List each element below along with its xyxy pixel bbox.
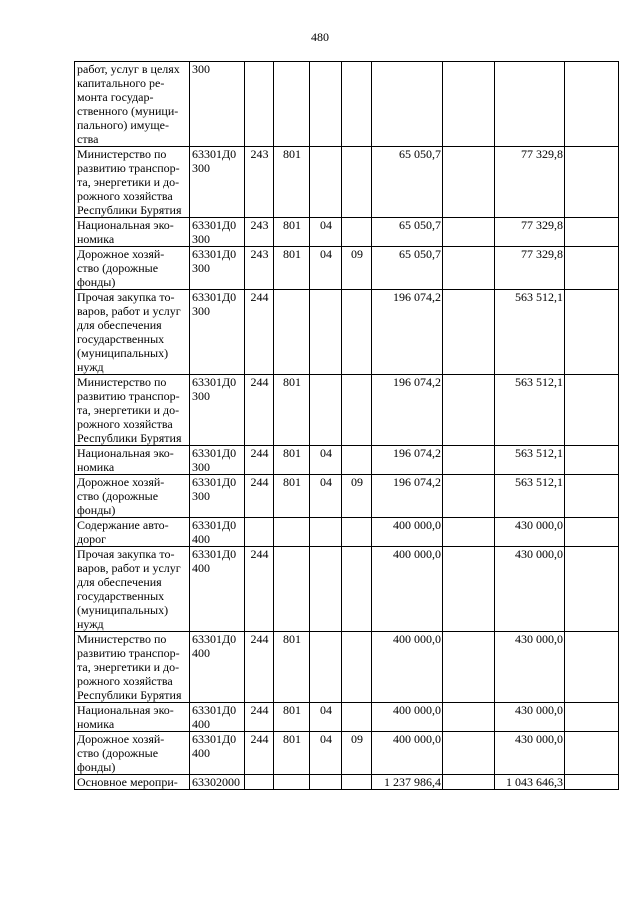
cell-section [310, 375, 342, 446]
cell-amount-year2: 430 000,0 [495, 703, 565, 732]
cell-empty-1 [443, 147, 495, 218]
cell-empty-2 [565, 732, 619, 775]
cell-subsection [342, 703, 372, 732]
cell-amount-year1: 196 074,2 [372, 290, 443, 375]
cell-expense-type: 244 [245, 375, 274, 446]
cell-amount-year2: 430 000,0 [495, 732, 565, 775]
cell-empty-2 [565, 547, 619, 632]
table-row [75, 703, 619, 732]
cell-amount-year2: 430 000,0 [495, 632, 565, 703]
cell-name: Основное меропри- [75, 775, 190, 790]
cell-amount-year1: 400 000,0 [372, 703, 443, 732]
cell-amount-year1: 65 050,7 [372, 218, 443, 247]
cell-name: работ, услуг в целях капитального ре- монта государ- ственного (муници- пального) имуще- ства [75, 62, 190, 147]
cell-section [310, 775, 342, 790]
cell-empty-1 [443, 290, 495, 375]
cell-amount-year2: 563 512,1 [495, 290, 565, 375]
table-row [75, 247, 619, 290]
table-row [75, 732, 619, 775]
cell-amount-year2: 1 043 646,3 [495, 775, 565, 790]
cell-subsection [342, 375, 372, 446]
cell-subsection [342, 775, 372, 790]
table-row [75, 218, 619, 247]
table-row [75, 547, 619, 632]
cell-name: Министерство по развитию транспор- та, энергетики и до- рожного хозяйства Республики Бурятия [75, 632, 190, 703]
cell-empty-2 [565, 147, 619, 218]
cell-empty-1 [443, 547, 495, 632]
cell-name: Министерство по развитию транспор- та, энергетики и до- рожного хозяйства Республики Бурятия [75, 375, 190, 446]
cell-amount-year2: 430 000,0 [495, 547, 565, 632]
cell-expense-type [245, 62, 274, 147]
cell-empty-2 [565, 247, 619, 290]
cell-target-article: 63301Д0 300 [190, 218, 245, 247]
cell-ministry-code: 801 [274, 147, 310, 218]
cell-expense-type [245, 775, 274, 790]
cell-section [310, 632, 342, 703]
cell-empty-1 [443, 62, 495, 147]
cell-ministry-code: 801 [274, 732, 310, 775]
cell-ministry-code: 801 [274, 375, 310, 446]
cell-subsection [342, 632, 372, 703]
cell-amount-year1: 65 050,7 [372, 147, 443, 218]
cell-empty-2 [565, 446, 619, 475]
cell-ministry-code [274, 547, 310, 632]
cell-ministry-code: 801 [274, 218, 310, 247]
cell-empty-1 [443, 703, 495, 732]
cell-subsection: 09 [342, 475, 372, 518]
cell-amount-year1: 196 074,2 [372, 446, 443, 475]
cell-amount-year1: 400 000,0 [372, 518, 443, 547]
cell-amount-year2: 563 512,1 [495, 446, 565, 475]
cell-subsection [342, 147, 372, 218]
cell-target-article: 300 [190, 62, 245, 147]
cell-amount-year2: 563 512,1 [495, 375, 565, 446]
cell-section: 04 [310, 218, 342, 247]
table-row [75, 147, 619, 218]
cell-amount-year2: 77 329,8 [495, 147, 565, 218]
cell-empty-1 [443, 518, 495, 547]
cell-amount-year1: 400 000,0 [372, 632, 443, 703]
cell-amount-year1: 196 074,2 [372, 375, 443, 446]
cell-expense-type: 244 [245, 446, 274, 475]
cell-empty-1 [443, 632, 495, 703]
cell-empty-2 [565, 375, 619, 446]
cell-expense-type: 243 [245, 147, 274, 218]
table-row [75, 446, 619, 475]
cell-amount-year1: 400 000,0 [372, 732, 443, 775]
cell-amount-year1 [372, 62, 443, 147]
cell-name: Прочая закупка то- варов, работ и услуг для обеспечения государственных (муниципальных) нужд [75, 290, 190, 375]
cell-empty-2 [565, 290, 619, 375]
cell-target-article: 63301Д0 400 [190, 703, 245, 732]
cell-expense-type: 244 [245, 290, 274, 375]
cell-expense-type: 244 [245, 703, 274, 732]
table-row [75, 632, 619, 703]
cell-ministry-code [274, 775, 310, 790]
cell-amount-year2 [495, 62, 565, 147]
cell-target-article: 63301Д0 300 [190, 147, 245, 218]
page-number: 480 [311, 30, 329, 44]
cell-target-article: 63301Д0 300 [190, 446, 245, 475]
table-row [75, 475, 619, 518]
cell-ministry-code: 801 [274, 703, 310, 732]
cell-subsection [342, 518, 372, 547]
cell-empty-1 [443, 218, 495, 247]
cell-amount-year1: 1 237 986,4 [372, 775, 443, 790]
cell-name: Прочая закупка то- варов, работ и услуг для обеспечения государственных (муниципальных) нужд [75, 547, 190, 632]
cell-section [310, 290, 342, 375]
cell-empty-2 [565, 775, 619, 790]
cell-amount-year1: 196 074,2 [372, 475, 443, 518]
cell-target-article: 63301Д0 400 [190, 547, 245, 632]
cell-ministry-code [274, 518, 310, 547]
cell-name: Национальная эко- номика [75, 218, 190, 247]
cell-name: Содержание авто- дорог [75, 518, 190, 547]
cell-subsection [342, 446, 372, 475]
cell-target-article: 63301Д0 400 [190, 518, 245, 547]
cell-expense-type [245, 518, 274, 547]
cell-name: Министерство по развитию транспор- та, энергетики и до- рожного хозяйства Республики Бурятия [75, 147, 190, 218]
cell-expense-type: 244 [245, 632, 274, 703]
cell-ministry-code [274, 62, 310, 147]
cell-amount-year1: 400 000,0 [372, 547, 443, 632]
cell-empty-2 [565, 703, 619, 732]
cell-subsection [342, 62, 372, 147]
cell-subsection [342, 218, 372, 247]
cell-expense-type: 243 [245, 218, 274, 247]
cell-expense-type: 244 [245, 475, 274, 518]
cell-ministry-code: 801 [274, 247, 310, 290]
cell-ministry-code: 801 [274, 475, 310, 518]
cell-empty-2 [565, 518, 619, 547]
cell-section [310, 147, 342, 218]
cell-name: Дорожное хозяй- ство (дорожные фонды) [75, 475, 190, 518]
cell-section: 04 [310, 247, 342, 290]
cell-amount-year2: 77 329,8 [495, 218, 565, 247]
cell-section [310, 547, 342, 632]
cell-amount-year2: 77 329,8 [495, 247, 565, 290]
cell-target-article: 63301Д0 300 [190, 247, 245, 290]
cell-expense-type: 243 [245, 247, 274, 290]
cell-target-article: 63301Д0 300 [190, 290, 245, 375]
cell-subsection [342, 547, 372, 632]
cell-section [310, 518, 342, 547]
cell-subsection: 09 [342, 247, 372, 290]
cell-empty-1 [443, 732, 495, 775]
table-row [75, 775, 619, 790]
cell-target-article: 63301Д0 300 [190, 375, 245, 446]
cell-empty-1 [443, 775, 495, 790]
cell-section: 04 [310, 732, 342, 775]
cell-amount-year2: 430 000,0 [495, 518, 565, 547]
cell-name: Дорожное хозяй- ство (дорожные фонды) [75, 247, 190, 290]
cell-name: Национальная эко- номика [75, 703, 190, 732]
cell-target-article: 63301Д0 400 [190, 732, 245, 775]
cell-name: Дорожное хозяй- ство (дорожные фонды) [75, 732, 190, 775]
cell-empty-2 [565, 62, 619, 147]
cell-subsection: 09 [342, 732, 372, 775]
cell-expense-type: 244 [245, 547, 274, 632]
cell-empty-2 [565, 632, 619, 703]
cell-target-article: 63301Д0 400 [190, 632, 245, 703]
table-row [75, 290, 619, 375]
cell-empty-1 [443, 475, 495, 518]
cell-amount-year2: 563 512,1 [495, 475, 565, 518]
budget-table [74, 61, 619, 790]
cell-expense-type: 244 [245, 732, 274, 775]
cell-target-article: 63302000 [190, 775, 245, 790]
cell-empty-1 [443, 375, 495, 446]
table-row [75, 62, 619, 147]
cell-empty-2 [565, 218, 619, 247]
cell-ministry-code [274, 290, 310, 375]
cell-ministry-code: 801 [274, 632, 310, 703]
table-row [75, 518, 619, 547]
cell-empty-1 [443, 446, 495, 475]
table-row [75, 375, 619, 446]
cell-section: 04 [310, 475, 342, 518]
cell-section [310, 62, 342, 147]
cell-ministry-code: 801 [274, 446, 310, 475]
cell-empty-2 [565, 475, 619, 518]
cell-subsection [342, 290, 372, 375]
cell-section: 04 [310, 446, 342, 475]
cell-section: 04 [310, 703, 342, 732]
cell-amount-year1: 65 050,7 [372, 247, 443, 290]
cell-target-article: 63301Д0 300 [190, 475, 245, 518]
cell-empty-1 [443, 247, 495, 290]
cell-name: Национальная эко- номика [75, 446, 190, 475]
